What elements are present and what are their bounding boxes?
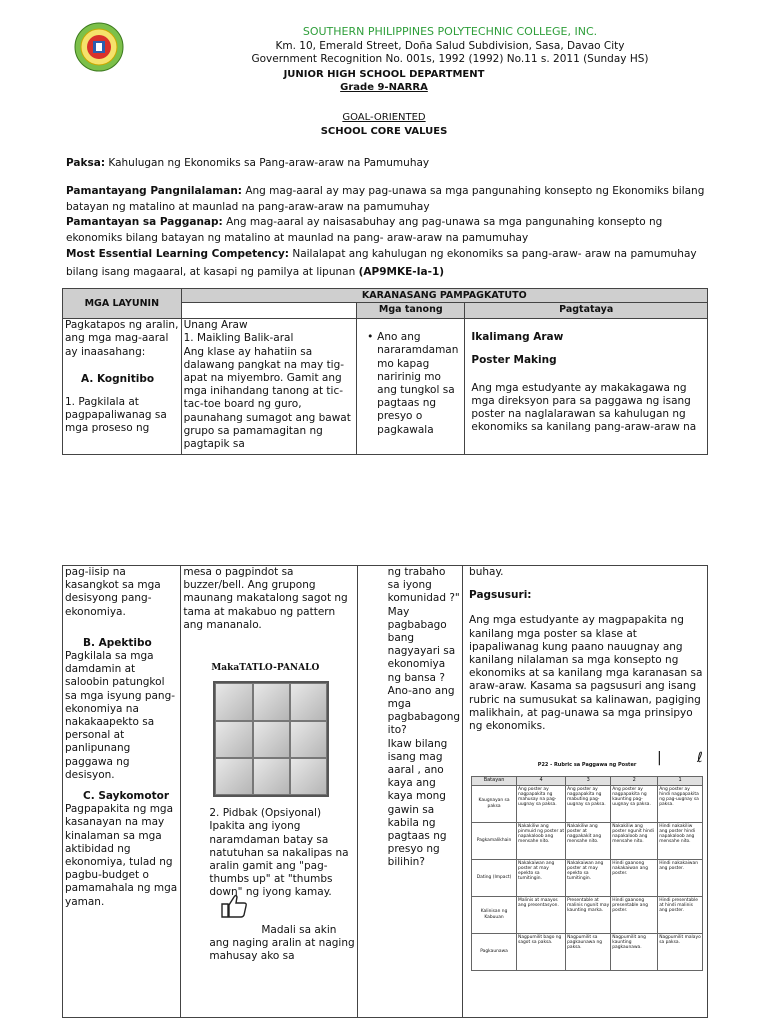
rubric-row — [472, 859, 703, 896]
department-title: JUNIOR HIGH SCHOOL DEPARTMENT — [283, 69, 485, 80]
karanasan-cell-cont: mesa o pagpindot sa buzzer/bell. Ang grupong maunang makatalong sagot ng tama at makabuo ng pattern ang mananalo. MakaTATLO-PANALO 2. Pidbak (Opsiyonal) Ipakita ang iyong naramdaman batay sa natutuhan sa nakalipas na aralin gamit ang "pag-thumbs up" at "thumbs down" ng iyong kamay. Madali sa akin ang naging aralin at naging mahusay ako sa — [181, 566, 357, 1018]
rubric-row — [472, 822, 703, 859]
rubric-row — [472, 933, 703, 970]
rubric-cell: Hindi nakakiliw ang poster hindi napakaloob ang mensahe nito. — [658, 822, 703, 859]
layunin-cell-cont: pag-iisip na kasangkot sa mga desisyong pang-ekonomiya. B. Apektibo Pagkilala sa mga damdamin at saloobin patungkol sa mga isyung pang-ekonomiya na nakakaapekto sa personal at panlipunang paggawa ng desisyon. C. Saykomotor Pagpapakita ng mga kasanayan na may kinalaman sa mga aktibidad ng ekonomiya, tulad ng pagbu-budget o pamamahala ng mga yaman. — [63, 566, 181, 1018]
rubric-cell: Nagpumilit sa pagkaunawa ng paksa. — [566, 933, 611, 970]
rubric-cell: Nagpumilit bago ng sagot sa paksa. — [517, 933, 566, 970]
apektibo-heading: B. Apektibo — [83, 636, 152, 649]
layunin-cell: Pagkatapos ng aralin, ang mga mag-aaral ay inaasahang: A. Kognitibo 1. Pagkilala at pagpapaliwanag sa mga proseso ng — [63, 319, 182, 455]
thumbs-up-icon — [219, 893, 249, 923]
rubric-criterion: Pagkamalikhain — [472, 822, 517, 859]
pagtataya-day: Ikalimang Araw — [471, 331, 564, 344]
stray-mark: ℓ — [697, 750, 703, 766]
melc: Most Essential Learning Competency: Nailalapat ang kahulugan ng ekonomiks sa pang-araw- araw na pamumuhay — [66, 248, 697, 260]
pagsusuri-heading: Pagsusuri: — [469, 589, 532, 602]
pagtataya-cell-cont: buhay. Pagsusuri: Ang mga estudyante ay magpapakita ng kanilang mga poster sa klase at ipapaliwanag kung paano nauugnay ang kanilang nilalaman sa mga konsepto ng ekonomiks at sa kanilang mga karanasan sa araw-araw. Kasama sa pagsusuri ang isang rubric na sumusukat sa kalinawan, pagiging malikhain, at pag-unawa sa mga prinsipyo ng ekonomiks. | ℓ P22 - Rubric sa Paggawa ng Poster Batayan 4 3 2 1 Kaugnayan sa paksa Ang poster ay nagpapakita ng mahusay na pag-uugnay sa paksa. Ang poster ay nagpapakita ng mabuting pag-uugnay sa paksa. Ang poster ay nagpapakita ng kaunting pag-uugnay sa paksa. Ang poster ay hindi nagpapakita ng pag-uugnay sa paksa. Pagkamalikhain Nakakiliw ang pinmuid ng poster at napakaloob ang mensahe nito. Nakakiliw ang poster at nagpakakit ang mensahe nito. Nakakiliw ang poster ngunit hindi napakaloob ang mensahe nito. Hindi nakakiliw ang poster hindi napakaloob ang mensahe nito. Dating (Impact) Nakakaiwan ang poster at may epekto sa tumitingin. Nakakaiwan ang poster at may epekto sa tumitingin. Hindi gaanong nakakaiwan ang poster. Hindi nakakaiwan ang poster. Kalinisan ng Kabuuan Malinis at maayos ang presentasyon. Presentable at malinis ngunit may kaunting marka. Hindi gaanong presentable ang poster. Hindi presentable at hindi malinis ang poster. Pagkaunawa Nagpumilit bago ng sagot sa paksa. Nagpumilit sa pagkaunawa ng paksa. Nagpumilit ang kaunting pagkaunawa. Nagpumilit malayo sa paksa. — [463, 566, 708, 1018]
government-recognition: Government Recognition No. 001s, 1992 (1992) No.11 s. 2011 (Sunday HS) — [251, 53, 649, 65]
grade-section: Grade 9-NARRA — [340, 82, 428, 93]
rubric-cell: Hindi nakakaiwan ang poster. — [658, 859, 703, 896]
rubric-image — [471, 759, 703, 970]
tic-tac-toe-board — [213, 681, 329, 797]
board-cell — [215, 758, 252, 795]
poster-making-title: Poster Making — [471, 354, 557, 367]
rubric-header: Batayan — [472, 777, 517, 785]
rubric-cell: Hindi gaanong presentable ang poster. — [611, 896, 658, 933]
tanong-cell-cont: ng trabaho sa iyong komunidad ?" • May pagbabago bang nagyayari sa ekonomiya ng bansa ? • Ano-ano ang mga pagbabagong ito? • Ikaw bilang isang mag aaral , ano kaya ang kaya mong gawin sa kabila ng pagtaas ng presyo ng bilihin? — [357, 566, 462, 1018]
school-name: SOUTHERN PHILIPPINES POLYTECHNIC COLLEGE, INC. — [302, 25, 598, 38]
rubric-title: P22 - Rubric sa Paggawa ng Poster — [537, 762, 637, 769]
rubric-criterion: Kaugnayan sa paksa — [472, 785, 517, 822]
board-cell — [215, 683, 252, 720]
col-tanong-header: Mga tanong — [357, 303, 465, 319]
school-seal-icon — [74, 22, 124, 72]
melc-continuation: bilang isang magaaral, at kasapi ng pamilya at lipunan (AP9MKE-Ia-1) — [66, 266, 445, 278]
lesson-table-part1 — [62, 288, 708, 455]
rubric-header: 3 — [566, 777, 611, 785]
rubric-cell: Nakakaiwan ang poster at may epekto sa tumitingin. — [566, 859, 611, 896]
board-cell — [253, 721, 290, 758]
karanasan-cell: Unang Araw 1. Maikling Balik-aral Ang klase ay hahatiin sa dalawang pangkat na may tig-apat na miyembro. Gamit ang mga inihandang tanong at tic-tac-toe board ng guro, paunahang sumagot ang bawat grupo sa pamamagitan ng pagtapik sa — [181, 319, 357, 455]
col-karanasan-header: KARANASANG PAMPAGKATUTO — [181, 289, 707, 303]
rubric-row — [472, 785, 703, 822]
rubric-cell: Nakakaiwan ang poster at may epekto sa tumitingin. — [517, 859, 566, 896]
rubric-cell: Nagpumilit malayo sa paksa. — [658, 933, 703, 970]
board-cell — [253, 683, 290, 720]
rubric-cell: Nakakiliw ang poster ngunit hindi napakaloob ang mensahe nito. — [611, 822, 658, 859]
rubric-cell: Nakakiliw ang pinmuid ng poster at napakaloob ang mensahe nito. — [517, 822, 566, 859]
pagtataya-cell: Ikalimang Araw Poster Making Ang mga estudyante ay makakagawa ng mga direksyon para sa paggawa ng isang poster na naglalarawan sa kahulugan ng ekonomiks sa kanilang pang-araw-araw na — [465, 319, 708, 455]
core-values-label: SCHOOL CORE VALUES — [320, 126, 448, 137]
pamantayang-pangnilalaman: Pamantayang Pangnilalaman: Ang mag-aaral ay may pag-unawa sa mga pangunahing konsepto ng Ekonomiks bilang batayan ng matalino at maunlad na pang-araw-araw na pamumuhay — [66, 185, 705, 213]
tanong-cell — [357, 319, 465, 455]
rubric-header: 4 — [517, 777, 566, 785]
tanong-item: • Ikaw bilang isang mag aaral , ano kaya ang kaya mong gawin sa kabila ng pagtaas ng presyo ng bilihin? — [360, 738, 460, 870]
lesson-table-part2 — [62, 565, 708, 1018]
pidbak-text: 2. Pidbak (Opsiyonal) Ipakita ang iyong naramdaman batay sa natutuhan sa nakalipas na aralin gamit ang "pag-thumbs up" at "thumbs down" ng iyong kamay. — [209, 807, 349, 899]
rubric-cell: Nagpumilit ang kaunting pagkaunawa. — [611, 933, 658, 970]
rubric-criterion: Pagkaunawa — [472, 933, 517, 970]
rubric-cell: Ang poster ay nagpapakita ng mabuting pag-uugnay sa paksa. — [566, 785, 611, 822]
paksa: Paksa: Kahulugan ng Ekonomiks sa Pang-araw-araw na Pamumuhay — [66, 157, 430, 169]
rubric-row — [472, 896, 703, 933]
rubric-cell: Hindi presentable at hindi malinis ang poster. — [658, 896, 703, 933]
rubric-cell: Malinis at maayos ang presentasyon. — [517, 896, 566, 933]
rubric-cell: Ang poster ay hindi nagpapakita ng pag-uugnay sa paksa. — [658, 785, 703, 822]
board-cell — [290, 758, 327, 795]
board-cell — [290, 721, 327, 758]
school-address: Km. 10, Emerald Street, Doña Salud Subdivision, Sasa, Davao City — [275, 40, 625, 52]
rubric-criterion: Kalinisan ng Kabuuan — [472, 896, 517, 933]
col-layunin-header: MGA LAYUNIN — [63, 289, 182, 319]
rubric-header: 1 — [658, 777, 703, 785]
tanong-item: • May pagbabago bang nagyayari sa ekonomiya ng bansa ? — [360, 606, 460, 685]
tanong-item: • Ano ang nararamdaman mo kapag naririnig mo ang tungkol sa pagtaas ng presyo o pagkawala — [367, 331, 458, 437]
rubric-criterion: Dating (Impact) — [472, 859, 517, 896]
stray-mark: | — [657, 750, 662, 766]
rubric-cell: Ang poster ay nagpapakita ng mahusay na pag-uugnay sa paksa. — [517, 785, 566, 822]
tic-tac-toe-title: MakaTATLO-PANALO — [211, 663, 320, 674]
tanong-item: • Ano-ano ang mga pagbabagong ito? — [360, 685, 460, 738]
board-cell — [253, 758, 290, 795]
rubric-cell: Hindi gaanong nakakaiwan ang poster. — [611, 859, 658, 896]
saykomotor-heading: C. Saykomotor — [83, 790, 169, 803]
goal-oriented-label: GOAL-ORIENTED — [342, 112, 426, 123]
col-pagtataya-header: Pagtataya — [465, 303, 708, 319]
rubric-table — [471, 776, 703, 970]
rubric-cell: Presentable at malinis ngunit may kaunting marka. — [566, 896, 611, 933]
karanasan-blank-header — [181, 303, 357, 319]
pamantayan-sa-pagganap: Pamantayan sa Pagganap: Ang mag-aaral ay naisasabuhay ang pag-unawa sa mga pangunahing konsepto ng ekonomiks bilang batayan ng matalino at maunlad na pang- araw-araw na pamumuhay — [66, 216, 663, 244]
rubric-header: 2 — [611, 777, 658, 785]
board-cell — [290, 683, 327, 720]
rubric-cell: Ang poster ay nagpapakita ng kaunting pag-uugnay sa paksa. — [611, 785, 658, 822]
kognitibo-heading: A. Kognitibo — [81, 372, 155, 385]
rubric-cell: Nakakiliw ang poster at nagpakakit ang mensahe nito. — [566, 822, 611, 859]
board-cell — [215, 721, 252, 758]
